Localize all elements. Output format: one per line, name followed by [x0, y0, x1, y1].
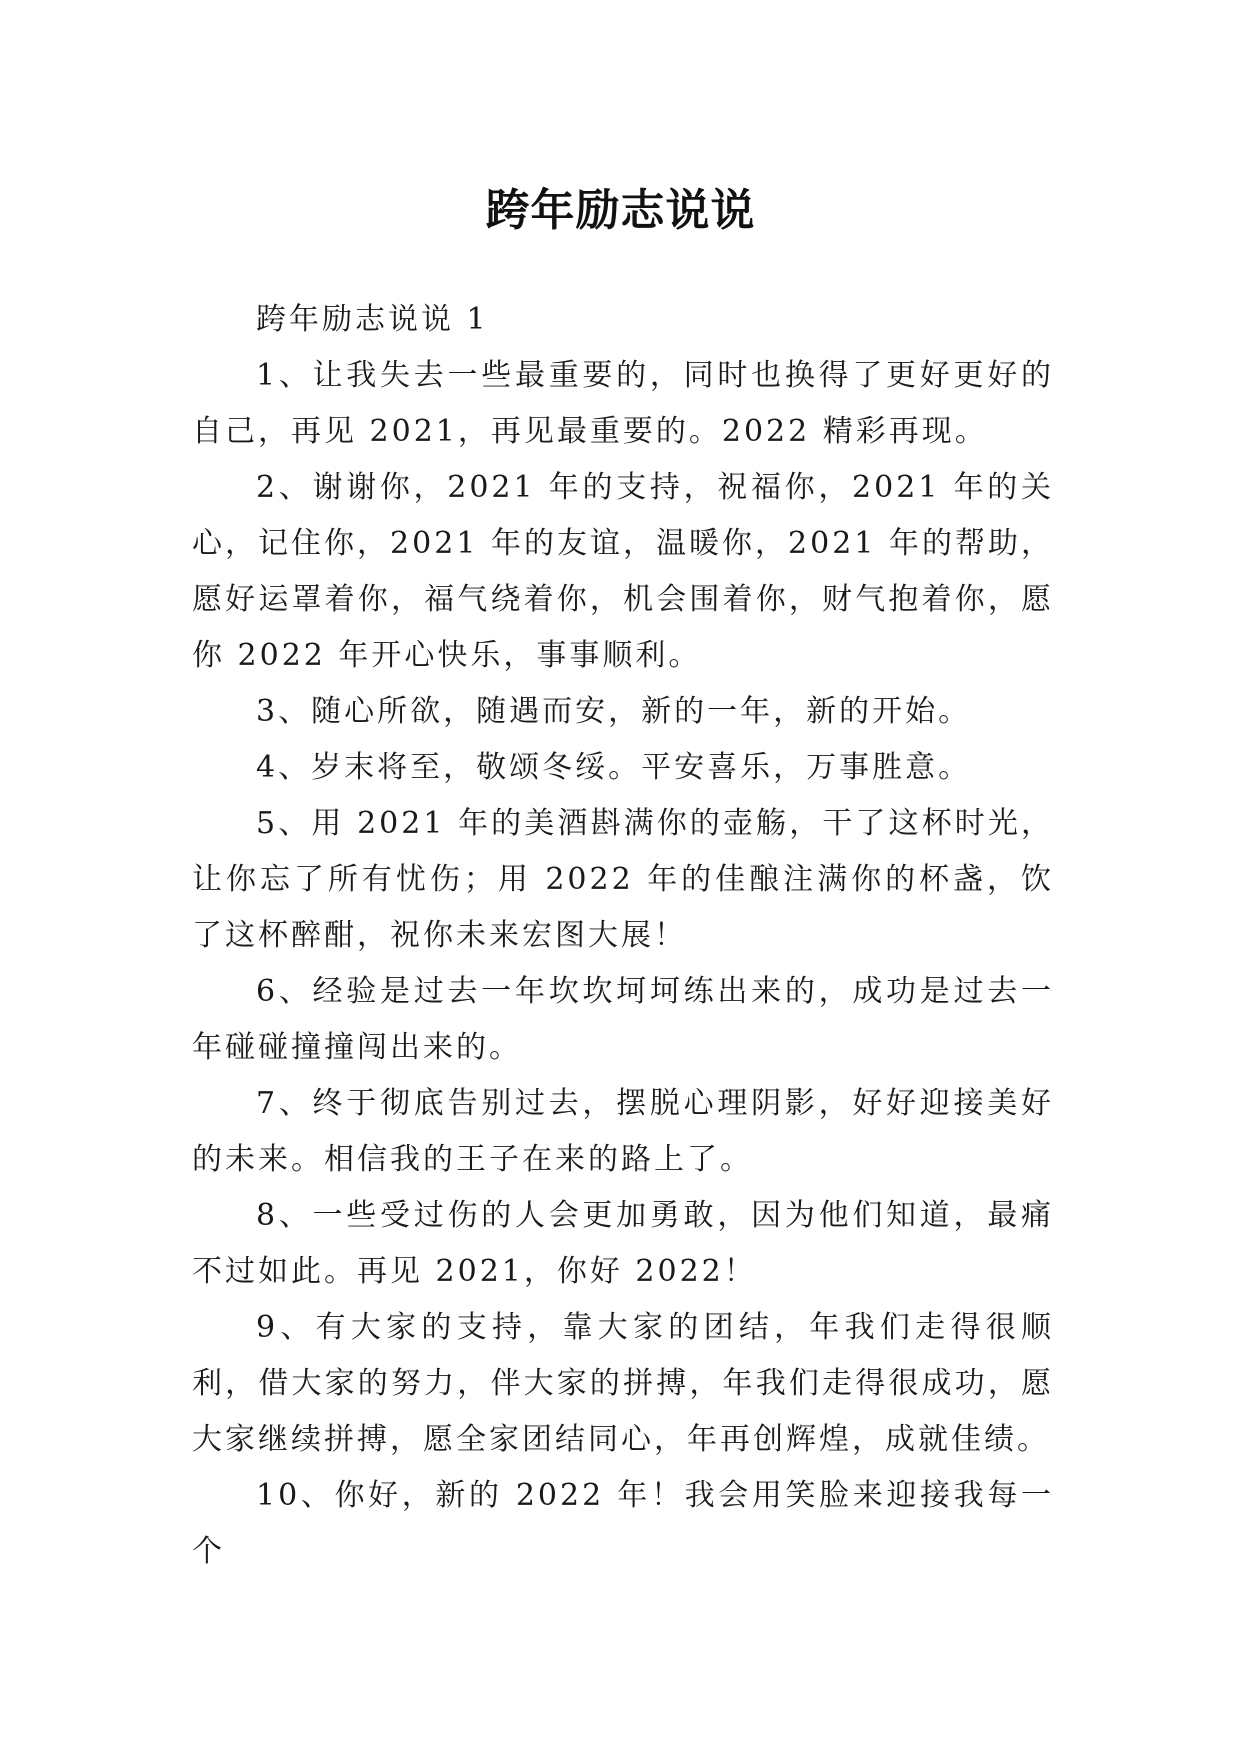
paragraph: 8、一些受过伤的人会更加勇敢，因为他们知道，最痛不过如此。再见 2021，你好 2022！: [192, 1198, 1054, 1289]
paragraph: 4、岁末将至，敬颂冬绥。平安喜乐，万事胜意。: [256, 750, 972, 785]
paragraph: 3、随心所欲，随遇而安，新的一年，新的开始。: [256, 694, 972, 729]
paragraph: 9、有大家的支持，靠大家的团结，年我们走得很顺利，借大家的努力，伴大家的拼搏，年我们走得很成功，愿大家继续拼搏，愿全家团结同心，年再创辉煌，成就佳绩。: [192, 1310, 1054, 1457]
document-title: 跨年励志说说: [485, 185, 756, 237]
paragraph: 5、用 2021 年的美酒斟满你的壶觞，干了这杯时光，让你忘了所有忧伤；用 2022 年的佳酿注满你的杯盏，饮了这杯醉酣，祝你未来宏图大展！: [192, 806, 1054, 953]
document-body: [192, 292, 1054, 1580]
paragraph: 7、终于彻底告别过去，摆脱心理阴影，好好迎接美好的未来。相信我的王子在来的路上了。: [192, 1086, 1054, 1177]
section-heading: 跨年励志说说 1: [256, 302, 489, 337]
paragraph: 2、谢谢你，2021 年的支持，祝福你，2021 年的关心，记住你，2021 年的友谊，温暖你，2021 年的帮助，愿好运罩着你，福气绕着你，机会围着你，财气抱着你，愿你 2022 年开心快乐，事事顺利。: [192, 470, 1054, 673]
paragraph: 10、你好，新的 2022 年！我会用笑脸来迎接我每一个: [192, 1478, 1054, 1569]
paragraph: 1、让我失去一些最重要的，同时也换得了更好更好的自己，再见 2021，再见最重要的。2022 精彩再现。: [192, 358, 1054, 449]
paragraph: 6、经验是过去一年坎坎坷坷练出来的，成功是过去一年碰碰撞撞闯出来的。: [192, 974, 1054, 1065]
